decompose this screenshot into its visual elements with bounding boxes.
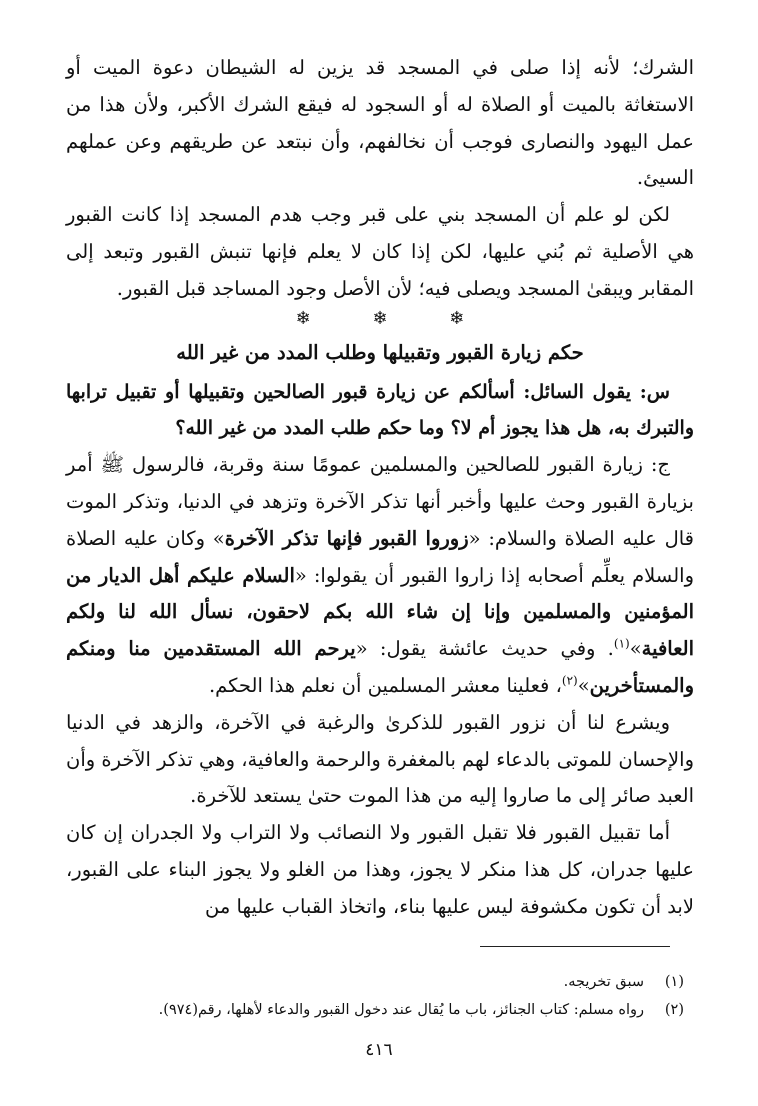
hadith-quote: زوروا القبور فإنها تذكر الآخرة: [224, 526, 469, 550]
paragraph-4: أما تقبيل القبور فلا تقبل القبور ولا النصائب ولا التراب ولا الجدران إن كان عليها جدران، كل هذا منكر لا يجوز، وهذا من الغلو ولا يجوز البناء على القبور، لابد أن تكون مكشوفة ليس عليها بناء، واتخاذ القباب عليها من: [66, 821, 694, 918]
hadith-quote: يرحم الله المستقدمين منا ومنكم والمستأخرين: [66, 637, 694, 697]
answer-text: »: [629, 637, 642, 661]
footnote-number: (٢): [664, 1002, 684, 1018]
footnote-divider: [480, 946, 670, 947]
separator-star-icon: ❄: [372, 307, 388, 329]
hadith-quote: السلام عليكم أهل الديار من المؤمنين والمسلمين وإنا إن شاء الله بكم لاحقون، نسأل الله لنا ولكم العافية: [66, 563, 695, 661]
section-separator: [66, 304, 694, 334]
paragraph-2: لكن لو علم أن المسجد بني على قبر وجب هدم المسجد إذا كانت القبور هي الأصلية ثم بُني عليها، لكن إذا كان لا يعلم فإنها تنبش القبور وتبعد إلى المقابر ويبقىٰ المسجد ويصلى فيه؛ لأن الأصل وجود المساجد قبل القبور.: [66, 203, 694, 300]
footnotes: [66, 968, 684, 1024]
page-body: [66, 50, 694, 926]
footnote-item: [66, 968, 684, 996]
paragraph-3: ويشرع لنا أن نزور القبور للذكرىٰ والرغبة في الآخرة، والزهد في الدنيا والإحسان للموتى بالدعاء لهم بالمغفرة والرحمة والعافية، وهي تذكر الآخرة وأن العبد صائر إلى ما صاروا إليه من هذا الموت حتىٰ يستعد للآخرة.: [66, 710, 694, 808]
separator-star-icon: ❄: [449, 307, 465, 329]
answer-text: ج: زيارة القبور للصالحين والمسلمين عمومًا سنة وقربة، فالرسول ﷺ أمر بزيارة القبور وحث عليها وأخبر أنها تذكر الآخرة وتزهد في الدنيا، وتذكر الموت قال عليه الصلاة والسلام: «: [66, 453, 695, 550]
section-heading: حكم زيارة القبور وتقبيلها وطلب المدد من غير الله: [176, 340, 584, 364]
paragraph-1: الشرك؛ لأنه إذا صلى في المسجد قد يزين له الشيطان دعوة الميت أو الاستغاثة بالميت أو الصلاة له أو السجود له فيقع الشرك الأكبر، ولأن هذا من عمل اليهود والنصارى فوجب أن نخالفهم، وأن نبتعد عن طريقهم وعن عملهم السيئ.: [66, 56, 694, 190]
question-paragraph: س: يقول السائل: أسألكم عن زيارة قبور الصالحين وتقبيلها أو تقبيل ترابها والتبرك به، هل هذا يجوز أم لا؟ وما حكم طلب المدد من غير الله؟: [66, 380, 694, 440]
answer-text: . وفي حديث عائشة يقول: «: [355, 637, 614, 661]
footnote-ref: (٢): [561, 673, 578, 688]
answer-text: » وكان عليه الصلاة والسلام يعلِّم أصحابه إذا زاروا القبور أن يقولوا: «: [66, 526, 694, 587]
footnote-number: (١): [664, 974, 684, 990]
footnote-text: سبق تخريجه.: [563, 974, 644, 990]
footnote-item: [66, 996, 684, 1024]
answer-text: ، فعلينا معشر المسلمين أن نعلم هذا الحكم.: [208, 673, 562, 697]
page-number: ٤١٦: [365, 1040, 393, 1060]
answer-paragraph: [66, 447, 694, 705]
footnote-text: رواه مسلم: كتاب الجنائز، باب ما يُقال عند دخول القبور والدعاء لأهلها، رقم(٩٧٤).: [158, 1002, 644, 1018]
answer-text: »: [577, 673, 590, 697]
footnote-ref: (١): [613, 636, 630, 651]
separator-star-icon: ❄: [295, 307, 311, 329]
